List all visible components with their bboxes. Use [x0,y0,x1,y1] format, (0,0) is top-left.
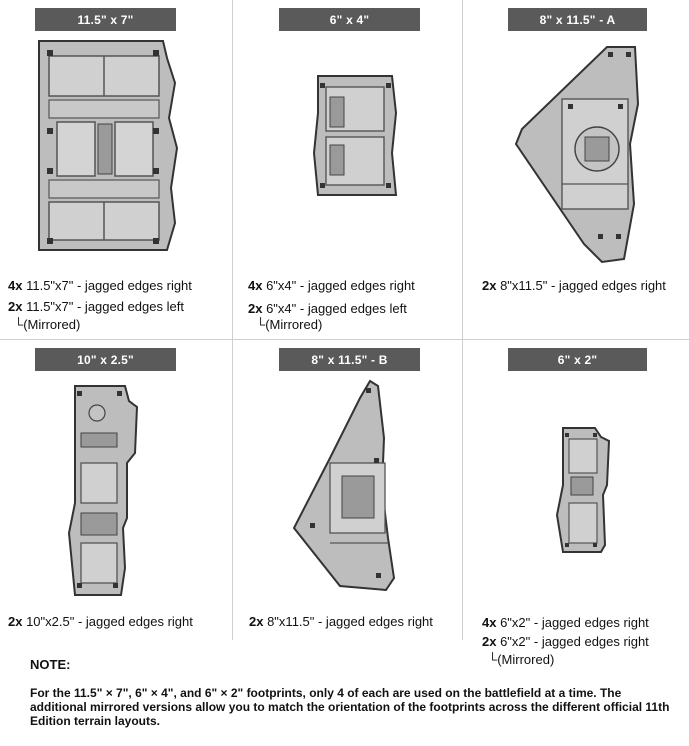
tile-caption-6x4-line2: 2x 6"x4" - jagged edges left [248,301,407,316]
terrain-footprint-8x11-5-a-image [512,44,642,264]
tile-caption-10x2-5-line1: 2x 10"x2.5" - jagged edges right [8,614,193,629]
tile-caption-11-5x7-line2: 2x 11.5"x7" - jagged edges left [8,299,184,314]
terrain-footprint-11-5x7-image [35,38,185,253]
tile-header-6x4: 6" x 4" [279,8,420,31]
tile-caption-6x4-line1: 4x 6"x4" - jagged edges right [248,278,415,293]
tile-caption-8x11-5-b-line1: 2x 8"x11.5" - jagged edges right [249,614,433,629]
tile-caption-11-5x7-mirrored: └(Mirrored) [14,317,81,332]
note-body: For the 11.5" × 7", 6" × 4", and 6" × 2" footprints, only 4 of each are used on the battlefield at a time. The additional mirrored versions allow you to match the orientation of the footprints across the different official 11th Edition terrain layouts. [30,686,670,728]
tile-header-8x11-5-b: 8" x 11.5" - B [279,348,420,371]
terrain-footprint-10x2-5-image [65,383,140,598]
row-divider [0,339,689,340]
terrain-footprint-6x4-image [312,73,398,198]
tile-caption-6x2-line1: 4x 6"x2" - jagged edges right [482,615,649,630]
tile-caption-6x4-mirrored: └(Mirrored) [256,317,323,332]
note-heading: NOTE: [30,657,71,672]
tile-header-11-5x7: 11.5" x 7" [35,8,176,31]
tile-header-6x2: 6" x 2" [508,348,647,371]
tile-caption-8x11-5-a-line1: 2x 8"x11.5" - jagged edges right [482,278,666,293]
tile-header-10x2-5: 10" x 2.5" [35,348,176,371]
terrain-footprint-6x2-image [555,425,615,555]
tile-caption-6x2-mirrored: └(Mirrored) [488,652,555,667]
column-divider-right [462,0,463,640]
tile-caption-11-5x7-line1: 4x 11.5"x7" - jagged edges right [8,278,192,293]
terrain-footprint-8x11-5-b-image [290,378,410,593]
column-divider-left [232,0,233,640]
tile-caption-6x2-line2: 2x 6"x2" - jagged edges right [482,634,649,649]
tile-header-8x11-5-a: 8" x 11.5" - A [508,8,647,31]
